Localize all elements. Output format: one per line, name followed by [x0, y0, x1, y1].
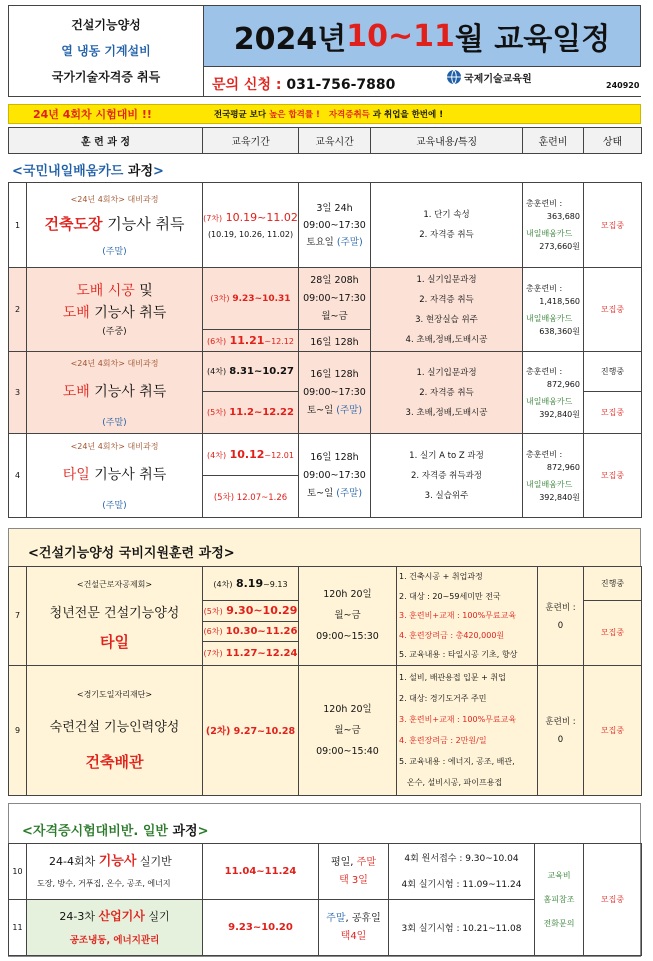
row-number: 1	[9, 183, 27, 268]
row-number: 3	[9, 352, 27, 434]
period-cell: (7차) 10.19~11.02 (10.19, 10.26, 11.02)	[203, 183, 299, 268]
period-cell: (6차) 10.30~11.26	[203, 621, 299, 641]
col-content: 교육내용/특징	[371, 128, 523, 154]
col-period: 교육기간	[203, 128, 299, 154]
status-badge: 진행중	[584, 567, 642, 601]
status-badge: 모집중	[584, 392, 642, 434]
section2-table	[8, 566, 642, 796]
row-number: 11	[9, 900, 27, 956]
course-cell[interactable]: <건설근로자공제회> 청년전문 건설기능양성 타일	[27, 567, 203, 666]
banner-left: 24년 4회차 시험대비 !!	[33, 108, 152, 121]
hours-cell: 28일 208h 09:00~17:30 월~금	[299, 268, 371, 330]
table-row	[9, 434, 642, 476]
hours-cell: 3일 24h 09:00~17:30 토요일 (주말)	[299, 183, 371, 268]
section3-title: <자격증시험대비반. 일반 과정>	[22, 824, 209, 839]
header-line-1: 건설기능양성	[71, 18, 141, 32]
content-cell: 1. 단기 속성 2. 자격증 취득	[371, 183, 523, 268]
status-badge: 모집중	[584, 844, 642, 956]
fee-cell: 총훈련비 : 363,680 내일배움카드 273,660원	[523, 183, 584, 268]
row-number: 2	[9, 268, 27, 352]
table-row	[9, 352, 642, 392]
days-cell: 주말, 공휴일 택4일	[319, 900, 389, 956]
exam-banner	[8, 104, 641, 124]
period-cell: (5차) 9.30~10.29	[203, 601, 299, 622]
status-badge: 모집중	[584, 183, 642, 268]
col-course: 훈 련 과 정	[9, 128, 203, 154]
fee-cell: 훈련비 : 0	[538, 567, 584, 666]
status-badge: 모집중	[584, 434, 642, 518]
doc-code: 240920	[606, 81, 640, 90]
course-cell[interactable]: <24년 4회차> 대비과정 도배 기능사 취득 (주말)	[27, 352, 203, 434]
course-cell[interactable]: <24년 4회차> 대비과정 타일 기능사 취득 (주말)	[27, 434, 203, 518]
fee-cell: 총훈련비 : 1,418,560 내일배움카드 638,360원	[523, 268, 584, 352]
period-cell: (4차) 8.19~9.13	[203, 567, 299, 601]
table-row	[9, 567, 642, 601]
column-header	[8, 127, 642, 154]
header-bottom-line	[204, 96, 641, 97]
row-number: 10	[9, 844, 27, 900]
period-cell: (2차) 9.27~10.28	[203, 665, 299, 795]
content-cell: 1. 건축시공 + 취업과정 2. 대상 : 20~59세미만 전국 3. 훈련비+교재 : 100%무료교육 4. 훈련장려금 : 총420,000원 5. 교육내용 : 타일시공 기초, 향상	[397, 567, 538, 666]
content-cell: 1. 설비, 배관용접 입문 + 취업 2. 대상: 경기도거주 주민 3. 훈련비+교재 : 100%무료교육 4. 훈련장려금 : 2만원/일 5. 교육내용 : 에너지, 공조, 배관, 온수, 설비시공, 파이프용접	[397, 665, 538, 795]
content-cell: 1. 실기 A to Z 과정 2. 자격증 취득과정 3. 실습위주	[371, 434, 523, 518]
page-title: 2024년 10~11 월 교육일정	[204, 5, 641, 67]
banner-right: 전국평균 보다 높은 합격률 ! 자격증취득 과 취업을 한번에 !	[213, 110, 444, 120]
status-badge: 모집중	[584, 665, 642, 795]
period-cell: 9.23~10.20	[203, 900, 319, 956]
period-cell: (6차) 11.21~12.12	[203, 330, 299, 352]
hours-cell: 16일 128h 09:00~17:30 토~일 (주말)	[299, 434, 371, 518]
fee-cell: 교육비 홈피참조 전화문의	[535, 844, 584, 956]
row-number: 7	[9, 567, 27, 666]
status-badge: 진행중	[584, 352, 642, 392]
inquiry-line: 문의 신청 : 031-756-7880	[212, 77, 396, 93]
course-cell[interactable]: 도배 시공 및 도배 기능사 취득 (주중)	[27, 268, 203, 352]
hours-cell: 120h 20일 월~금 09:00~15:40	[299, 665, 397, 795]
exam-cell: 4회 원서접수 : 9.30~10.04 4회 실기시험 : 11.09~11.24	[389, 844, 535, 900]
section2-title: <건설기능양성 국비지원훈련 과정>	[28, 546, 235, 561]
course-cell[interactable]: <24년 4회차> 대비과정 건축도장 기능사 취득 (주말)	[27, 183, 203, 268]
row-number: 9	[9, 665, 27, 795]
period-cell: (4차) 8.31~10.27	[203, 352, 299, 392]
header-left-box	[8, 5, 204, 97]
header-line-2: 열 냉동 기계설비	[61, 44, 151, 58]
exam-cell: 3회 실기시험 : 10.21~11.08	[389, 900, 535, 956]
fee-cell: 총훈련비 : 872,960 내일배움카드 392,840원	[523, 434, 584, 518]
table-row	[9, 183, 642, 268]
section1-title: <국민내일배움카드 과정>	[12, 164, 164, 179]
fee-cell: 훈련비 : 0	[538, 665, 584, 795]
col-status: 상태	[584, 128, 642, 154]
period-cell: (5차) 12.07~1.26	[203, 476, 299, 518]
period-cell: (3차) 9.23~10.31	[203, 268, 299, 330]
table-row	[9, 268, 642, 330]
section3-table	[8, 843, 642, 956]
inquiry-phone[interactable]: 031-756-7880	[286, 77, 396, 93]
days-cell: 평일, 주말 택 3일	[319, 844, 389, 900]
period-cell: 11.04~11.24	[203, 844, 319, 900]
globe-logo-icon	[446, 69, 462, 85]
course-cell[interactable]: 24-3차 산업기사 실기 공조냉동, 에너지관리	[27, 900, 203, 956]
logo: 국제기술교육원	[446, 69, 532, 85]
hours-cell: 16일 128h 09:00~17:30 토~일 (주말)	[299, 352, 371, 434]
period-cell: (5차) 11.2~12.22	[203, 392, 299, 434]
content-cell: 1. 실기입문과정 2. 자격증 취득 3. 초배,정배,도배시공	[371, 352, 523, 434]
hours-cell: 120h 20일 월~금 09:00~15:30	[299, 567, 397, 666]
period-cell: (4차) 10.12~12.01	[203, 434, 299, 476]
content-cell: 1. 실기입문과정 2. 자격증 취득 3. 현장실습 위주 4. 초배,정배,도배시공	[371, 268, 523, 352]
status-badge: 모집중	[584, 601, 642, 666]
col-hours: 교육시간	[299, 128, 371, 154]
table-row	[9, 844, 642, 900]
col-fee: 훈련비	[523, 128, 584, 154]
hours-cell: 16일 128h	[299, 330, 371, 352]
period-cell: (7차) 11.27~12.24	[203, 641, 299, 665]
table-row	[9, 665, 642, 795]
header-line-3: 국가기술자격증 취득	[51, 70, 161, 84]
row-number: 4	[9, 434, 27, 518]
course-cell[interactable]: <경기도일자리재단> 숙련건설 기능인력양성 건축배관	[27, 665, 203, 795]
course-cell[interactable]: 24-4회차 기능사 실기반 도장, 방수, 거푸집, 온수, 공조, 에너지	[27, 844, 203, 900]
status-badge: 모집중	[584, 268, 642, 352]
section1-table	[8, 182, 642, 518]
fee-cell: 총훈련비 : 872,960 내일배움카드 392,840원	[523, 352, 584, 434]
